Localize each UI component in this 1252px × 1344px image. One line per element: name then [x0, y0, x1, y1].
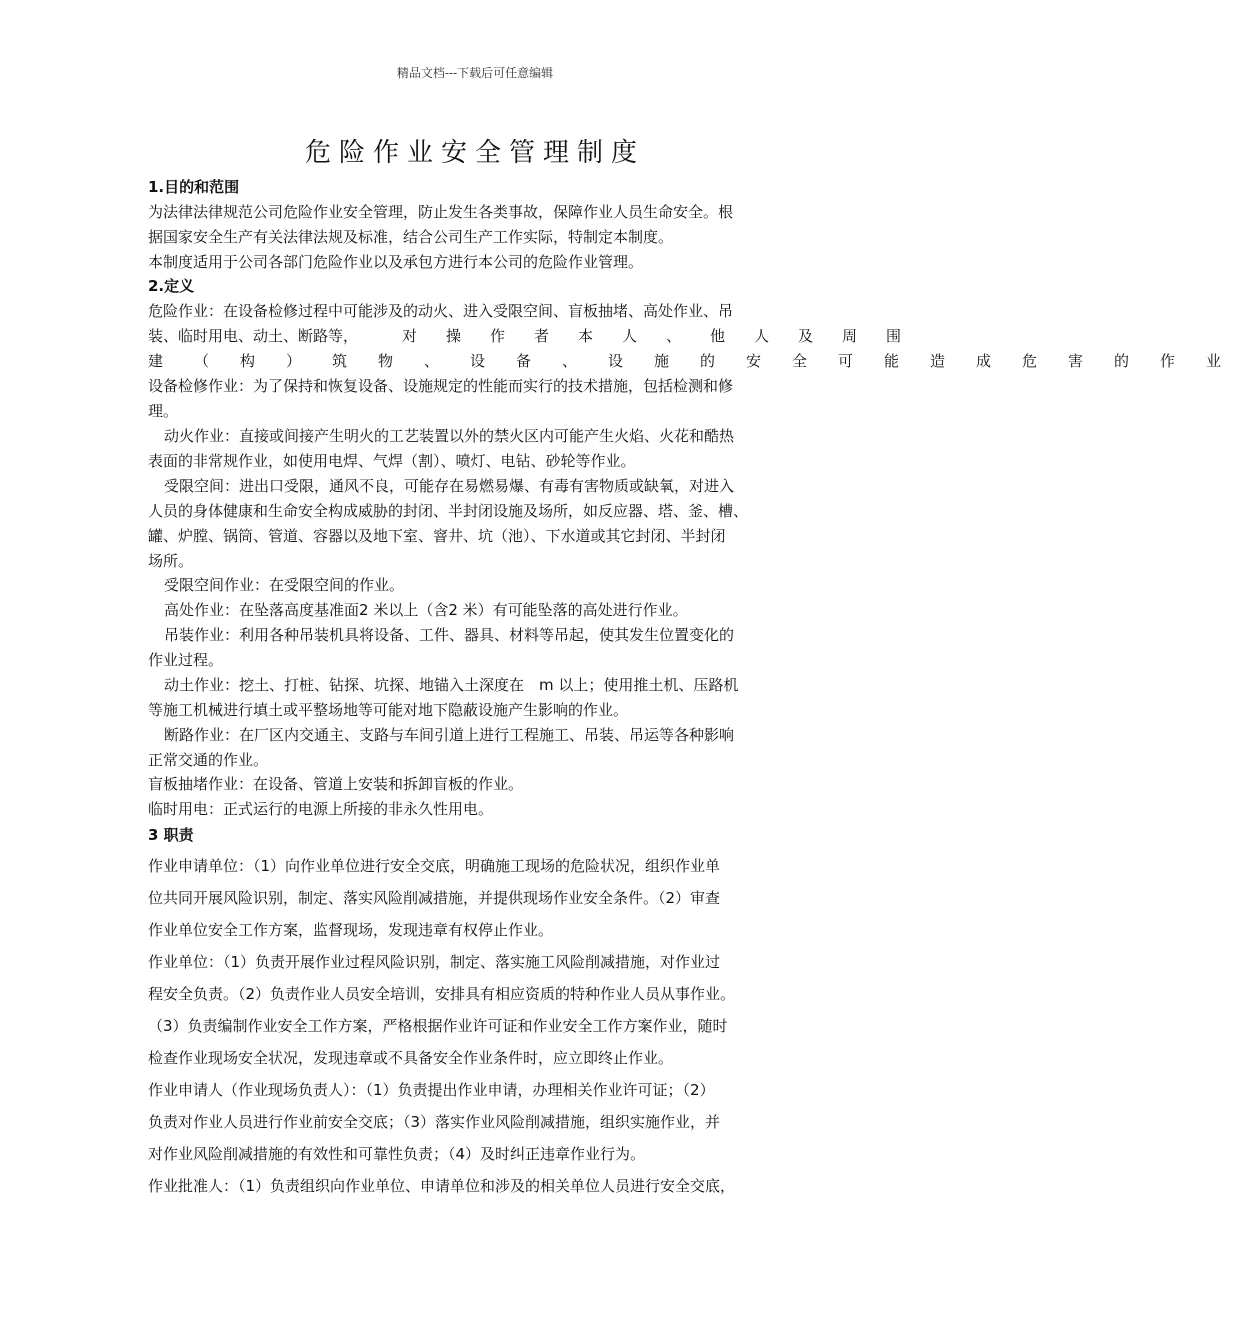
- paragraph-line: 程安全负责。（2）负责作业人员安全培训，安排具有相应资质的特种作业人员从事作业。: [148, 985, 736, 1003]
- paragraph-line: 危险作业：在设备检修过程中可能涉及的动火、进入受限空间、盲板抽堵、高处作业、吊: [148, 302, 734, 320]
- paragraph-line: 负责对作业人员进行作业前安全交底；（3）落实作业风险削减措施，组织实施作业，并: [148, 1113, 721, 1131]
- paragraph-line: 场所。: [148, 552, 194, 570]
- document-title: 危险作业安全管理制度: [304, 138, 645, 168]
- paragraph-line: 建（构）筑物、设备、设施的安全可能造成危害的作业: [148, 352, 1252, 370]
- paragraph-line: 位共同开展风险识别，制定、落实风险削减措施，并提供现场作业安全条件。（2）审查: [148, 889, 721, 907]
- paragraph-line: 盲板抽堵作业：在设备、管道上安装和拆卸盲板的作业。: [148, 775, 524, 793]
- paragraph-line: 本制度适用于公司各部门危险作业以及承包方进行本公司的危险作业管理。: [148, 253, 644, 271]
- paragraph-line: 作业过程。: [148, 651, 224, 669]
- paragraph-line: 罐、炉膛、锅筒、管道、容器以及地下室、窨井、坑（池）、下水道或其它封闭、半封闭: [148, 527, 726, 545]
- paragraph-line: 高处作业：在坠落高度基准面2 米以上（含2 米）有可能坠落的高处进行作业。: [164, 601, 688, 619]
- page-header: 精品文档---下载后可任意编辑: [396, 66, 554, 80]
- paragraph-line: 理。: [148, 402, 179, 420]
- paragraph-line: 作业申请人（作业现场负责人）：（1）负责提出作业申请，办理相关作业许可证；（2）: [148, 1081, 715, 1099]
- paragraph-line: 为法律法律规范公司危险作业安全管理，防止发生各类事故，保障作业人员生命安全。根: [148, 203, 734, 221]
- paragraph-line: 作业单位安全工作方案，监督现场，发现违章有权停止作业。: [148, 921, 554, 939]
- section-heading: 2.定义: [148, 277, 195, 295]
- paragraph-line: 人员的身体健康和生命安全构成威胁的封闭、半封闭设施及场所，如反应器、塔、釜、槽、: [148, 502, 749, 520]
- paragraph-line: 动火作业：直接或间接产生明火的工艺装置以外的禁火区内可能产生火焰、火花和酷热: [164, 427, 735, 445]
- paragraph-line: 吊装作业：利用各种吊装机具将设备、工件、器具、材料等吊起，使其发生位置变化的: [164, 626, 735, 644]
- paragraph-line: 表面的非常规作业，如使用电焊、气焊（割）、喷灯、电钻、砂轮等作业。: [148, 452, 636, 470]
- paragraph-line: 断路作业：在厂区内交通主、支路与车间引道上进行工程施工、吊装、吊运等各种影响: [164, 726, 735, 744]
- paragraph-line: 临时用电：正式运行的电源上所接的非永久性用电。: [148, 800, 494, 818]
- paragraph-line: 对操作者本人、他人及周围: [402, 327, 931, 345]
- paragraph-line: 检查作业现场安全状况，发现违章或不具备安全作业条件时，应立即终止作业。: [148, 1049, 674, 1067]
- paragraph-line: 动土作业：挖土、打桩、钻探、坑探、地锚入土深度在 m 以上；使用推土机、压路机: [164, 676, 739, 694]
- paragraph-line: 受限空间作业：在受限空间的作业。: [164, 576, 405, 594]
- section-heading: 3 职责: [148, 826, 194, 844]
- paragraph-line: 装、临时用电、动土、断路等，: [148, 327, 359, 345]
- paragraph-line: 作业批准人：（1）负责组织向作业单位、申请单位和涉及的相关单位人员进行安全交底，: [148, 1177, 736, 1195]
- paragraph-line: 等施工机械进行填土或平整场地等可能对地下隐蔽设施产生影响的作业。: [148, 701, 629, 719]
- paragraph-line: 对作业风险削减措施的有效性和可靠性负责；（4）及时纠正违章作业行为。: [148, 1145, 646, 1163]
- paragraph-line: 设备检修作业：为了保持和恢复设备、设施规定的性能而实行的技术措施，包括检测和修: [148, 377, 734, 395]
- paragraph-line: 作业申请单位：（1）向作业单位进行安全交底，明确施工现场的危险状况，组织作业单: [148, 857, 721, 875]
- paragraph-line: 正常交通的作业。: [148, 751, 269, 769]
- paragraph-line: 据国家安全生产有关法律法规及标准，结合公司生产工作实际，特制定本制度。: [148, 228, 674, 246]
- paragraph-line: 作业单位：（1）负责开展作业过程风险识别，制定、落实施工风险削减措施，对作业过: [148, 953, 721, 971]
- paragraph-line: 受限空间：进出口受限，通风不良，可能存在易燃易爆、有毒有害物质或缺氧，对进入: [164, 477, 735, 495]
- paragraph-line: （3）负责编制作业安全工作方案，严格根据作业许可证和作业安全工作方案作业，随时: [148, 1017, 728, 1035]
- section-heading: 1.目的和范围: [148, 178, 240, 196]
